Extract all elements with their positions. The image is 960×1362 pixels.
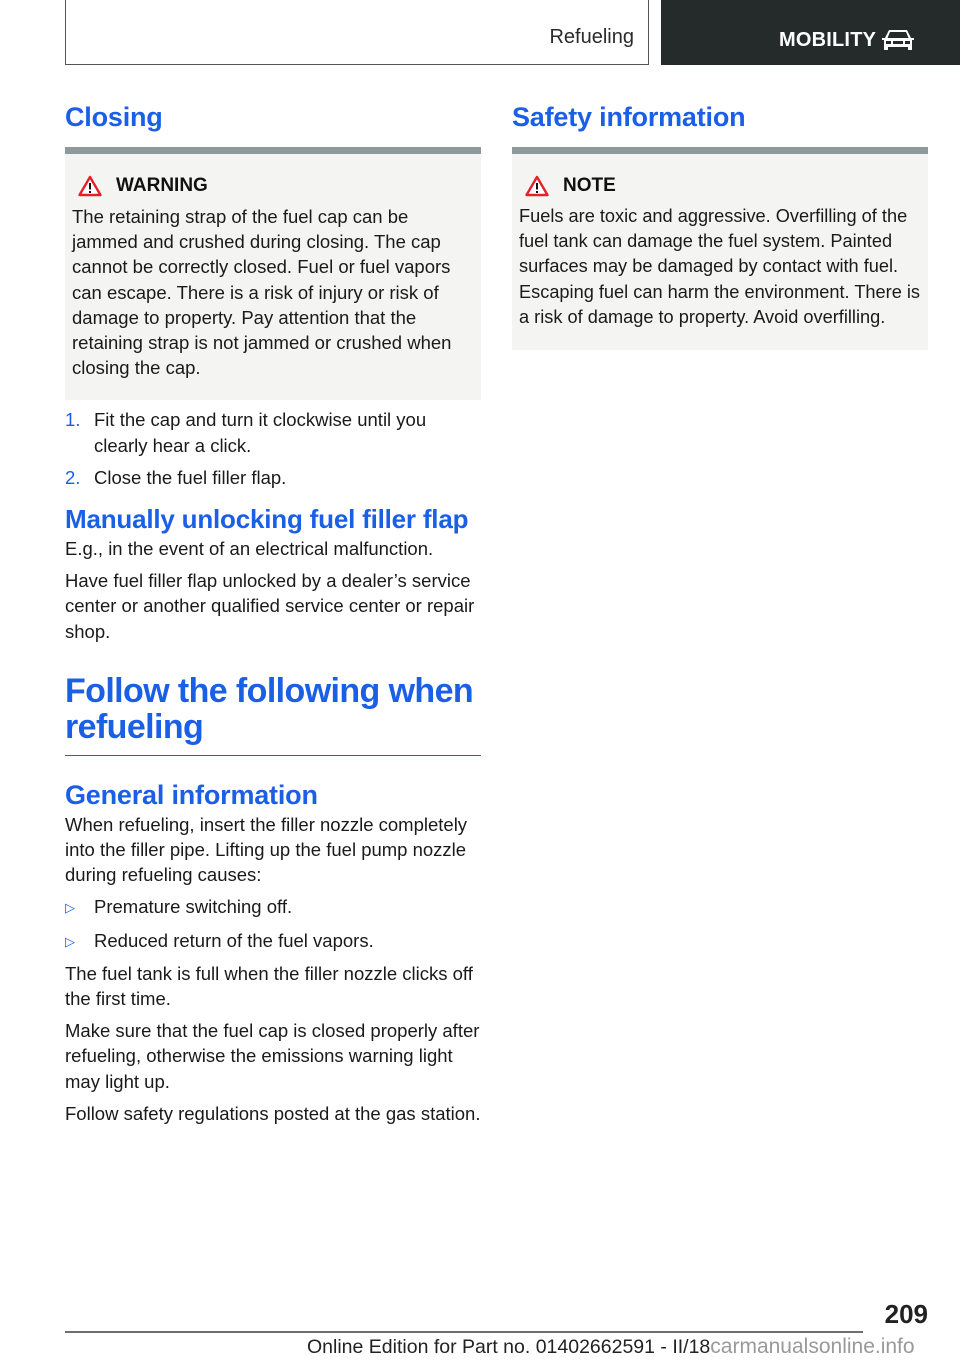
paragraph: Follow safety regulations posted at the gas station. xyxy=(65,1102,481,1124)
heading-manual-unlock: Manually unlocking fuel filler flap xyxy=(65,504,469,535)
closing-steps xyxy=(65,407,481,490)
note-label: NOTE xyxy=(563,175,616,196)
right-column xyxy=(512,100,928,350)
warning-label: WARNING xyxy=(116,175,208,196)
warning-text: The retaining strap of the fuel cap can be jammed and crushed during closing. The cap cannot be correctly closed. Fuel or fuel vapors can escape. There is a risk of injury or risk of damage to property. Pay attention that the retaining strap is not jammed or crushed when closing the cap. xyxy=(72,206,452,379)
causes-list xyxy=(65,894,481,953)
bullet-text: Premature switching off. xyxy=(94,896,293,918)
list-item xyxy=(65,407,481,457)
footer xyxy=(307,1335,915,1359)
left-column xyxy=(65,100,481,1126)
paragraph: Make sure that the fuel cap is closed properly after refueling, otherwise the emissions warning light may light up. xyxy=(65,1020,480,1092)
heading-safety-info: Safety information xyxy=(512,102,746,132)
running-header-section xyxy=(65,0,649,65)
paragraph: The fuel tank is full when the filler nozzle clicks off the first time. xyxy=(65,962,473,1010)
running-header-chapter xyxy=(661,0,960,65)
triangle-bullet-icon: ▷ xyxy=(65,900,75,916)
step-number: 1. xyxy=(65,409,81,431)
warning-triangle-icon xyxy=(525,175,549,197)
triangle-bullet-icon: ▷ xyxy=(65,933,75,949)
page-number: 209 xyxy=(884,1299,928,1329)
bullet-text: Reduced return of the fuel vapors. xyxy=(94,929,374,951)
watermark: carmanualsonline.info xyxy=(710,1335,915,1358)
warning-triangle-icon xyxy=(78,175,102,197)
chapter-heading: Follow the following when refueling xyxy=(65,673,481,756)
heading-general-info: General information xyxy=(65,779,318,810)
paragraph: E.g., in the event of an electrical malfunction. xyxy=(65,538,434,560)
chapter-label: MOBILITY xyxy=(779,29,877,51)
list-item xyxy=(65,894,481,920)
step-text: Close the fuel filler flap. xyxy=(94,466,287,488)
list-item xyxy=(65,465,481,490)
car-icon xyxy=(881,28,915,54)
paragraph: When refueling, insert the filler nozzle completely into the filler pipe. Lifting up the fuel pump nozzle during refueling causes: xyxy=(65,813,468,886)
warning-callout xyxy=(65,147,481,400)
paragraph: Have fuel filler flap unlocked by a dealer’s service center or another qualified service center or repair shop. xyxy=(65,570,475,642)
footer-divider xyxy=(65,1331,863,1333)
step-number: 2. xyxy=(65,466,81,488)
edition-text: Online Edition for Part no. 01402662591 - II/18 xyxy=(307,1336,711,1358)
note-callout xyxy=(512,147,928,350)
section-title: Refueling xyxy=(549,26,634,48)
step-text: Fit the cap and turn it clockwise until you clearly hear a click. xyxy=(94,409,427,456)
heading-closing: Closing xyxy=(65,102,163,132)
list-item xyxy=(65,928,481,954)
note-text: Fuels are toxic and aggressive. Overfilling of the fuel tank can damage the fuel system. Painted surfaces may be damaged by contact with fuel. Escaping fuel can harm the environment. There is a risk of damage to property. Avoid overfilling. xyxy=(519,206,921,327)
